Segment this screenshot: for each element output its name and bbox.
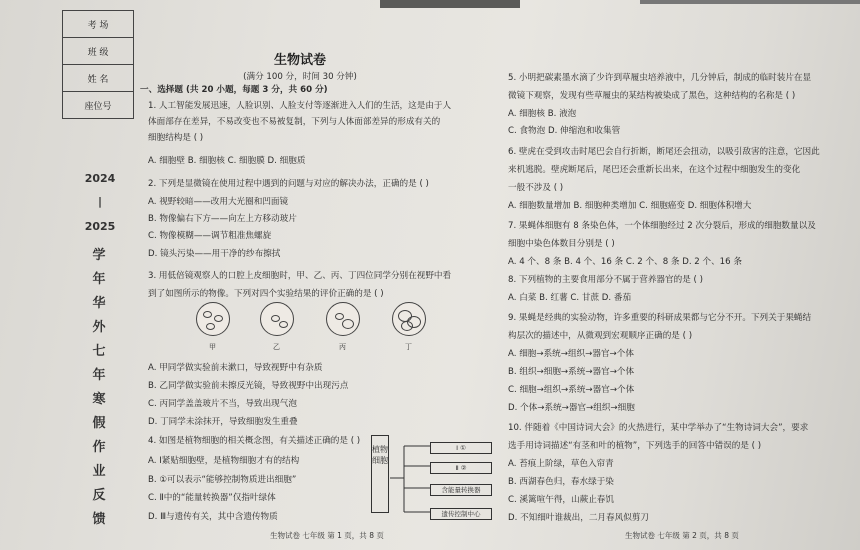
question-line: 10. 伴随着《中国诗词大会》的火热进行，某中学举办了“生物诗词大会”，要求 — [508, 423, 809, 433]
option-line: A. 视野较暗——改用大光圈和凹面镜 — [148, 197, 289, 207]
option-line: B. 西湖春色归，春水绿于染 — [508, 477, 614, 487]
question-line: 5. 小明把碳素墨水滴了少许到草履虫培养液中，几分钟后，制成的临时装片在显 — [508, 73, 812, 83]
option-line: C. 溪篱喧午得，山蕨止春饥 — [508, 495, 614, 505]
option-line: A. 细胞数量增加 B. 细胞种类增加 C. 细胞癌变 D. 细胞体积增大 — [508, 201, 752, 211]
diagram-node: 含能量转换器 — [430, 484, 492, 496]
question-line: 1. 人工智能发展迅速，人脸识别、人脸支付等逐渐进入人们的生活，这是由于人 — [148, 101, 452, 111]
question-line: 8. 下列植物的主要食用部分不属于营养器官的是 ( ) — [508, 275, 703, 285]
question-line: 构层次的描述中，从微观到宏观顺序正确的是 ( ) — [508, 331, 693, 341]
vertical-char: 年 — [92, 272, 106, 287]
year-dash: | — [97, 195, 103, 208]
info-label: 考 场 — [63, 11, 134, 38]
option-line: C. 细胞→组织→系统→器官→个体 — [508, 385, 635, 395]
question-line: 来机逃脱。壁虎断尾后，尾巴还会重新长出来，在这个过程中细胞发生的变化 — [508, 165, 801, 175]
vertical-char: 业 — [92, 464, 106, 479]
vertical-char: 年 — [92, 368, 106, 383]
diagram-root: 植物细胞 — [371, 435, 389, 513]
option-line: D. 不知细叶谁裁出，二月春风似剪刀 — [508, 513, 649, 523]
option-line: B. 组织→细胞→系统→器官→个体 — [508, 367, 635, 377]
option-line: A. 4 个、8 条 B. 4 个、16 条 C. 2 个、8 条 D. 2 个、16 条 — [508, 257, 742, 267]
vertical-char: 馈 — [92, 512, 106, 527]
question-line: 9. 果蝇是经典的实验动物，许多重要的科研成果都与它分不开。下列关于果蝇结 — [508, 313, 812, 323]
vertical-char: 假 — [92, 416, 106, 431]
question-line: 体面部存在差异，不易改变也不易被复制，下列与人体面部差异的形成有关的 — [148, 117, 441, 127]
q3-figure — [196, 302, 436, 351]
figure-label: 丙 — [339, 343, 346, 351]
vertical-char: 反 — [92, 488, 106, 503]
option-line: A. 细胞→系统→组织→器官→个体 — [508, 349, 634, 359]
microscope-view-ding — [392, 302, 426, 336]
student-info-table — [62, 10, 134, 119]
option-line: D. 个体→系统→器官→组织→细胞 — [508, 403, 635, 413]
question-line: 微镜下观察，发现有些草履虫的某结构被染成了黑色，这种结构的名称是 ( ) — [508, 91, 796, 101]
diagram-node: Ⅰ ① — [430, 442, 492, 454]
question-line: 细胞结构是 ( ) — [148, 133, 204, 143]
info-label: 班 级 — [63, 38, 134, 65]
option-line: A. 苔痕上阶绿，草色入帘青 — [508, 459, 614, 469]
option-line: D. 丁同学未涂抹开，导致细胞发生重叠 — [148, 417, 298, 427]
option-line: C. 物像模糊——调节粗准焦螺旋 — [148, 231, 272, 241]
question-line: 7. 果蝇体细胞有 8 条染色体，一个体细胞经过 2 次分裂后，形成的细胞数量以及 — [508, 221, 816, 231]
option-line: B. 乙同学做实验前未擦反光镜，导致视野中出现污点 — [148, 381, 349, 391]
diagram-connector — [390, 442, 430, 514]
info-label: 姓 名 — [63, 65, 134, 92]
microscope-view-bing — [326, 302, 360, 336]
option-line: C. 食物泡 D. 伸缩泡和收集管 — [508, 126, 621, 136]
page-footer: 生物试卷 七年级 第 2 页，共 8 页 — [625, 531, 739, 540]
question-line: 一般不涉及 ( ) — [508, 183, 564, 193]
option-line: D. Ⅲ与遗传有关，其中含遗传物质 — [148, 512, 278, 522]
vertical-char: 寒 — [92, 392, 106, 407]
question-line: 细胞中染色体数目分别是 ( ) — [508, 239, 615, 249]
figure-label: 甲 — [209, 343, 216, 351]
figure-label: 乙 — [273, 343, 280, 351]
diagram-node: 遗传控制中心 — [430, 508, 492, 520]
exam-subtitle: (满分 100 分，时间 30 分钟) — [243, 72, 357, 82]
vertical-char: 华 — [92, 296, 106, 311]
vertical-char: 七 — [92, 344, 106, 359]
option-line: A. 细胞壁 B. 细胞核 C. 细胞膜 D. 细胞质 — [148, 156, 306, 166]
option-line: B. 物像偏右下方——向左上方移动玻片 — [148, 214, 297, 224]
option-line: B. ①可以表示“能够控制物质进出细胞” — [148, 475, 297, 485]
vertical-char: 外 — [92, 320, 106, 335]
microscope-view-jia — [196, 302, 230, 336]
figure-label: 丁 — [405, 343, 412, 351]
question-line: 4. 如图是植物细胞的相关概念图，有关描述正确的是 ( ) — [148, 436, 361, 446]
microscope-view-yi — [260, 302, 294, 336]
page-footer: 生物试卷 七年级 第 1 页，共 8 页 — [270, 531, 384, 540]
question-line: 到了如图所示的物像。下列对四个实验结果的评价正确的是 ( ) — [148, 289, 384, 299]
q4-concept-diagram — [368, 432, 498, 522]
option-line: A. Ⅰ紧贴细胞壁，是植物细胞才有的结构 — [148, 456, 300, 466]
question-line: 2. 下列是显微镜在使用过程中遇到的问题与对应的解决办法，正确的是 ( ) — [148, 179, 429, 189]
year-end: 2025 — [84, 220, 116, 233]
diagram-node: Ⅱ ② — [430, 462, 492, 474]
question-line: 6. 壁虎在受到攻击时尾巴会自行折断，断尾还会扭动，以吸引敌害的注意，它因此 — [508, 147, 820, 157]
option-line: A. 白菜 B. 红薯 C. 甘蔗 D. 番茄 — [508, 293, 632, 303]
option-line: D. 镜头污染——用干净的纱布擦拭 — [148, 249, 281, 259]
exam-title: 生物试卷 — [273, 53, 326, 68]
right-column — [508, 0, 853, 550]
option-line: A. 甲同学做实验前未漱口，导致视野中有杂质 — [148, 363, 323, 373]
vertical-char: 作 — [92, 440, 106, 455]
info-label: 座位号 — [63, 92, 134, 119]
question-line: 选手用诗词描述“有茎和叶的植物”，下列选手的回答中错误的是 ( ) — [508, 441, 762, 451]
option-line: C. Ⅱ中的“能量转换器”仅指叶绿体 — [148, 493, 276, 503]
section-heading: 一、选择题 (共 20 小题，每题 3 分，共 60 分) — [140, 85, 328, 95]
option-line: C. 丙同学盖盖玻片不当，导致出现气泡 — [148, 399, 297, 409]
vertical-char: 学 — [92, 248, 106, 263]
question-line: 3. 用低倍镜观察人的口腔上皮细胞时，甲、乙、丙、丁四位同学分别在视野中看 — [148, 271, 452, 281]
year-start: 2024 — [84, 172, 116, 185]
option-line: A. 细胞核 B. 液泡 — [508, 109, 577, 119]
